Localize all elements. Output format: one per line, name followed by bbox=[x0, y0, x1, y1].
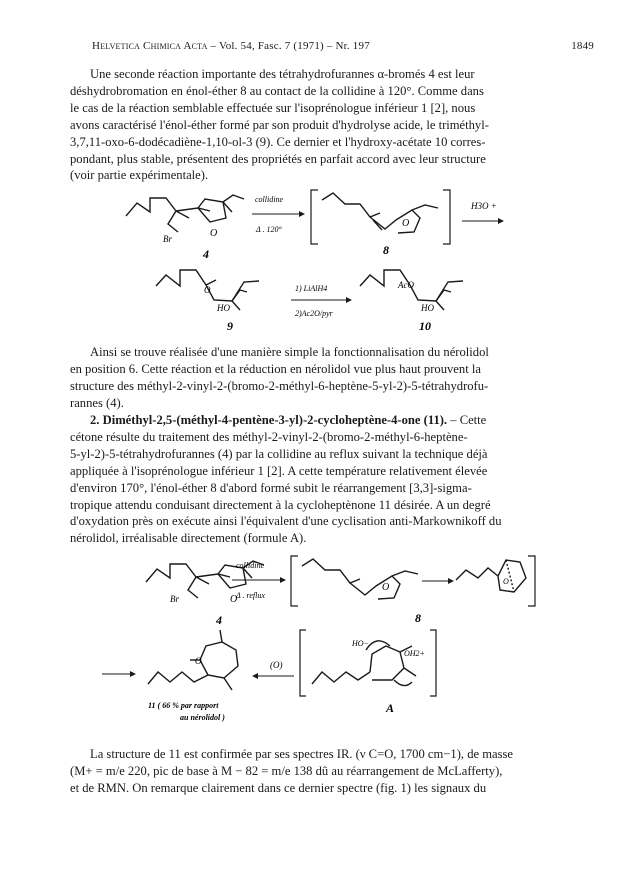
arrow2-reagent: H3O + bbox=[471, 201, 497, 211]
text-line: appliquée à l'isoprénologue inférieur 1 [2]. A cette température relativement élevée bbox=[70, 463, 488, 478]
text-line: avons caractérisé l'énol-éther formé par son produit d'hydrolyse acide, le triméthyl- bbox=[70, 117, 489, 132]
arrow3-reagent: 1) LiAlH4 bbox=[295, 284, 328, 293]
text-line: (voir partie expérimentale). bbox=[70, 168, 209, 183]
text-line bbox=[70, 412, 556, 429]
text-fragment: – Cette bbox=[447, 413, 487, 427]
text-line: pondant, plus stable, présentent des propriétés en parfait accord avec leur structure bbox=[70, 151, 486, 166]
paragraph-4 bbox=[70, 746, 556, 797]
text-line: La structure de 11 est confirmée par ses spectres IR. (ν C=O, 1700 cm−1), de masse bbox=[90, 747, 514, 761]
oxygen-label: O bbox=[503, 577, 509, 586]
aco-label: AcO bbox=[398, 280, 414, 290]
arrow-head bbox=[448, 578, 454, 584]
molecule-4 bbox=[126, 195, 244, 232]
text-line: 5-yl-2)-5-tétrahydrofurannes (4) par la collidine au reflux suivant la technique déjà bbox=[70, 446, 488, 461]
text-line: d'oxydation près on exécute ainsi l'équivalent d'une cyclisation anti-Markownikoff du bbox=[70, 514, 502, 529]
paragraph-2 bbox=[70, 344, 556, 412]
arrow-head bbox=[498, 218, 504, 224]
oxygen-label: O bbox=[210, 228, 218, 239]
oxidation-label: (O) bbox=[270, 660, 283, 670]
yield-line-1: 11 ( 66 % par rapport bbox=[148, 701, 219, 710]
text-line: et de RMN. On remarque clairement dans ce dernier spectre (fig. 1) les signaux du bbox=[70, 780, 487, 795]
text-line: Une seconde réaction importante des tétrahydrofurannes α-bromés 4 est leur bbox=[90, 67, 475, 81]
compound-4-label: 4 bbox=[203, 247, 209, 261]
text-line: nérolidol, irréalisable directement (formule A). bbox=[70, 531, 307, 546]
molecule-A bbox=[312, 641, 416, 686]
text-line: déshydrobromation en énol-éther 8 au contact de la collidine à 120°. Comme dans bbox=[70, 83, 484, 98]
bracket-8 bbox=[311, 190, 450, 244]
oxonium-label: OH2+ bbox=[404, 649, 425, 658]
transition-state bbox=[456, 560, 526, 592]
arrow-head bbox=[252, 673, 258, 679]
oxygen-label: O bbox=[402, 218, 410, 229]
text-line: rannes (4). bbox=[70, 395, 124, 410]
arrow1-reagent: collidine bbox=[236, 561, 264, 570]
text-line: (M+ = m/e 220, pic de base à M − 82 = m/e 138 dû au réarrangement de McLafferty), bbox=[70, 763, 503, 778]
text-line: Ainsi se trouve réalisée d'une manière simple la fonctionnalisation du nérolidol bbox=[90, 345, 489, 359]
arrow-head bbox=[346, 297, 352, 303]
arrow3-condition: 2)Ac2O/pyr bbox=[295, 309, 333, 318]
section-heading: 2. Diméthyl-2,5-(méthyl-4-pentène-3-yl)-2-cycloheptène-4-one (11). bbox=[90, 413, 448, 427]
oxygen-label: O bbox=[195, 656, 202, 666]
arrow-head bbox=[299, 211, 305, 217]
molecule-10 bbox=[360, 270, 463, 310]
molecule-8 bbox=[302, 559, 418, 599]
br-label: Br bbox=[170, 594, 179, 604]
yield-line-2: au nérolidol ) bbox=[180, 713, 225, 722]
bracket-A bbox=[300, 630, 436, 696]
bracket-8 bbox=[291, 556, 535, 606]
journal-volume: – Vol. 54, Fasc. 7 (1971) – Nr. 197 bbox=[207, 40, 370, 52]
paragraph-3 bbox=[70, 412, 556, 547]
compound-4-label: 4 bbox=[216, 613, 222, 627]
formula-A-label: A bbox=[386, 701, 395, 715]
compound-9-label: 9 bbox=[227, 319, 233, 333]
ho-label: HO bbox=[217, 303, 230, 313]
arrow1-condition: Δ . reflux bbox=[236, 591, 265, 600]
journal-citation bbox=[92, 40, 370, 52]
compound-8-label: 8 bbox=[383, 243, 389, 257]
oxygen-label: O bbox=[204, 285, 211, 295]
paragraph-1 bbox=[70, 66, 556, 184]
oxygen-label: O bbox=[230, 594, 238, 605]
molecule-11 bbox=[148, 630, 238, 690]
text-line: le cas de la réaction semblable effectuée sur l'isoprénologue inférieur 1 [2], nous bbox=[70, 100, 476, 115]
oxygen-label: O bbox=[382, 582, 390, 593]
arrow1-reagent: collidine bbox=[255, 195, 283, 204]
hydroxide-label: HO− bbox=[352, 639, 369, 648]
text-line: 3,7,11-oxo-6-dodécadiène-1,10-ol-3 (9). Ce dernier et l'hydroxy-acétate 10 corres- bbox=[70, 134, 486, 149]
arrow1-condition: Δ . 120° bbox=[256, 225, 282, 234]
text-line: structure des méthyl-2-vinyl-2-(bromo-2-méthyl-6-heptène-5-yl-2)-5-tétrahydrofu- bbox=[70, 378, 489, 393]
arrow-head bbox=[280, 577, 286, 583]
molecule-9 bbox=[156, 270, 259, 310]
molecule-4 bbox=[146, 561, 264, 598]
arrow-head bbox=[130, 671, 136, 677]
text-line: cétone résulte du traitement des méthyl-2-vinyl-2-(bromo-2-méthyl-6-heptène- bbox=[70, 429, 468, 444]
compound-10-label: 10 bbox=[419, 319, 431, 333]
text-line: en position 6. Cette réaction et la réduction en nérolidol vue plus haut prouvent la bbox=[70, 361, 481, 376]
journal-name: Helvetica Chimica Acta bbox=[92, 40, 208, 52]
text-line: d'environ 170°, l'énol-éther 8 d'abord formé subit le réarrangement [3,3]-sigma- bbox=[70, 480, 472, 495]
ho-label: HO bbox=[421, 303, 434, 313]
molecule-8 bbox=[322, 193, 438, 233]
page-number: 1849 bbox=[571, 40, 594, 52]
compound-8-label: 8 bbox=[415, 611, 421, 625]
br-label: Br bbox=[163, 234, 172, 244]
text-line: tropique attendu conduisant directement à la cycloheptènone 11 désirée. A un degré bbox=[70, 497, 491, 512]
